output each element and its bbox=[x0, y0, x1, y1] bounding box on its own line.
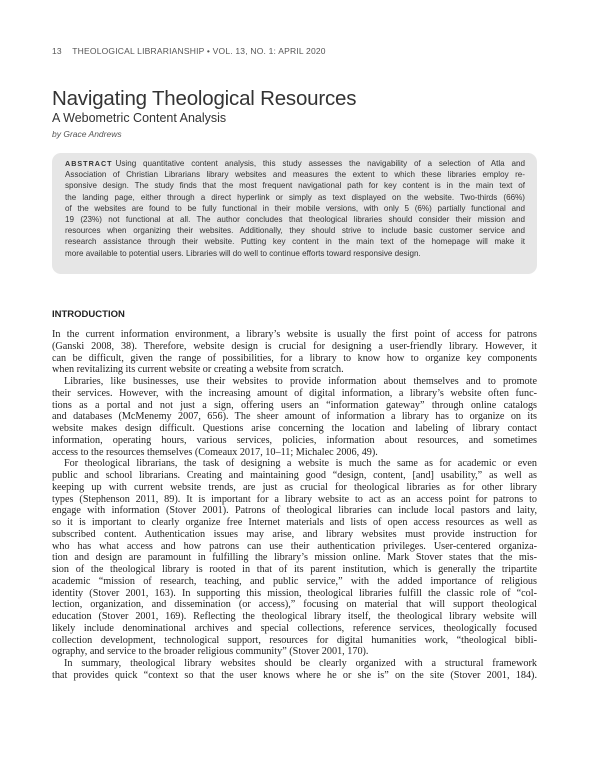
body-line: education (Stover 2001, 169). Reflecting the theological library itself, the theological library website will bbox=[52, 611, 537, 622]
body-line: engage with information (Stover 2001). Patrons of theological libraries can include local pastors and laity, bbox=[52, 505, 537, 517]
body-line: ography, and service to the broader religious community” (Stover 2001, 170). bbox=[52, 646, 369, 658]
body-line: lection, organization, and dissemination (or access),” focusing on material that will support theological bbox=[52, 599, 537, 611]
abstract-line: more available to potential users. Libraries will do well to continue efforts toward responsive design. bbox=[65, 248, 421, 258]
article-subtitle: A Webometric Content Analysis bbox=[52, 111, 227, 125]
body-line: Libraries, like businesses, use their websites to provide information about themselves and to promote bbox=[64, 376, 537, 387]
body-line: collection development, technological support, resources for digital humanities work, “theological bibli- bbox=[52, 634, 537, 646]
author-byline: by Grace Andrews bbox=[52, 129, 122, 139]
body-line: For theological librarians, the task of designing a website is much the same as for academic or even bbox=[64, 458, 537, 470]
body-line: subscribed content. Authentication issues may arise, and library websites must provide instruction for bbox=[52, 528, 537, 540]
body-line: public and school librarians. Creating and maintaining good “design, content, [and] usability,” as well as bbox=[52, 470, 537, 481]
body-line: tions as a portal and not just a sign, offering users an “information gateway” through online catalogs bbox=[52, 399, 537, 411]
body-line: (Ganski 2008, 38). Therefore, website design is crucial for designing a user-friendly library. However, it bbox=[52, 340, 537, 352]
body-line: access to the resources themselves (Comeaux 2017, 10–11; Michalec 2006, 49). bbox=[52, 446, 378, 458]
body-line: can be difficult, given the range of possibilities, for a library to know how to organize key components bbox=[52, 352, 537, 364]
journal-citation: THEOLOGICAL LIBRARIANSHIP • VOL. 13, NO. 1: APRIL 2020 bbox=[72, 46, 326, 56]
abstract-line: 19 (23%) not functional at all. The author concludes that theological libraries should consider their mission and bbox=[65, 215, 525, 225]
body-line: information, operating hours, various services, policies, information about resources, and sometimes bbox=[52, 434, 537, 446]
body-text bbox=[52, 329, 537, 682]
body-line: likely include denominational archives and special collections, reference services, theologically focused bbox=[52, 622, 537, 634]
body-line: sion of the theological library is rooted in that of its parent institution, which is generally the tripartite bbox=[52, 564, 537, 575]
section-heading-introduction: INTRODUCTION bbox=[52, 309, 125, 320]
abstract-line: Association of Christian Librarians library websites and measures the extent to which these libraries employ re- bbox=[65, 170, 525, 180]
body-line: tion and design are paramount in fulfilling the library’s mission online. Mark Stover states that the mis- bbox=[52, 552, 537, 564]
article-title: Navigating Theological Resources bbox=[52, 87, 357, 110]
abstract-line: sponsive design. The study finds that the most frequent navigational path for key content is in the main text of bbox=[65, 181, 525, 191]
body-line: keeping up with current website trends, are just as crucial for theological libraries as for other library bbox=[52, 481, 537, 493]
page-number: 13 bbox=[52, 46, 62, 56]
body-line: In summary, theological library websites should be clearly organized with a structural framework bbox=[64, 658, 537, 669]
abstract-line: of the websites are found to be fully functional in their mobile versions, with only 5 (6%) partially functional and bbox=[65, 203, 525, 213]
body-line: their services. However, with the increasing amount of digital information, a library’s website often func- bbox=[52, 387, 537, 399]
body-line: types (Stephenson 2011, 89). It is important for a library website to act as an access point for patrons to bbox=[52, 493, 537, 505]
body-line: identity (Stover 2001, 163). In supporting this mission, theological libraries fulfill the classic role of “col- bbox=[52, 587, 537, 599]
running-head bbox=[52, 46, 552, 56]
abstract-line: ABSTRACT Using quantitative content analysis, this study assesses the navigability of a selection of Atla and bbox=[65, 159, 525, 168]
body-line: and databases (McMenemy 2007, 656). The sheer amount of information a library has to organize on its bbox=[52, 411, 537, 423]
body-line: so it is important to clearly organize free Internet materials and lists of open access resources as well as bbox=[52, 517, 537, 528]
body-line: when revitalizing its current website or creating a website from scratch. bbox=[52, 364, 344, 376]
body-line: that provides quick “context so that the user knows where he or she is” on the site (Stover 2001, 184). bbox=[52, 669, 537, 681]
abstract-line: the landing page, either through a direct hyperlink or simply as text displayed on the website. Two-thirds (66%) bbox=[65, 192, 525, 202]
body-line: website makes design difficult. Questions arise concerning the location and labeling of library contact bbox=[52, 423, 537, 434]
abstract-line: resources when organizing their websites. Additionally, they should strive to include basic customer service and bbox=[65, 226, 525, 236]
body-line: who has what access and how patrons can use their authentication privileges. User-centered organiza- bbox=[52, 540, 537, 552]
abstract-label: ABSTRACT bbox=[65, 159, 113, 168]
abstract-box bbox=[52, 153, 537, 274]
body-line: academic “mission of research, teaching, and public service,” with the added importance of religious bbox=[52, 575, 537, 587]
body-line: In the current information environment, a library’s website is usually the first point of access for patrons bbox=[52, 329, 537, 340]
abstract-line: research assistance through their website. Putting key content in the main text of the homepage will make it bbox=[65, 237, 525, 247]
